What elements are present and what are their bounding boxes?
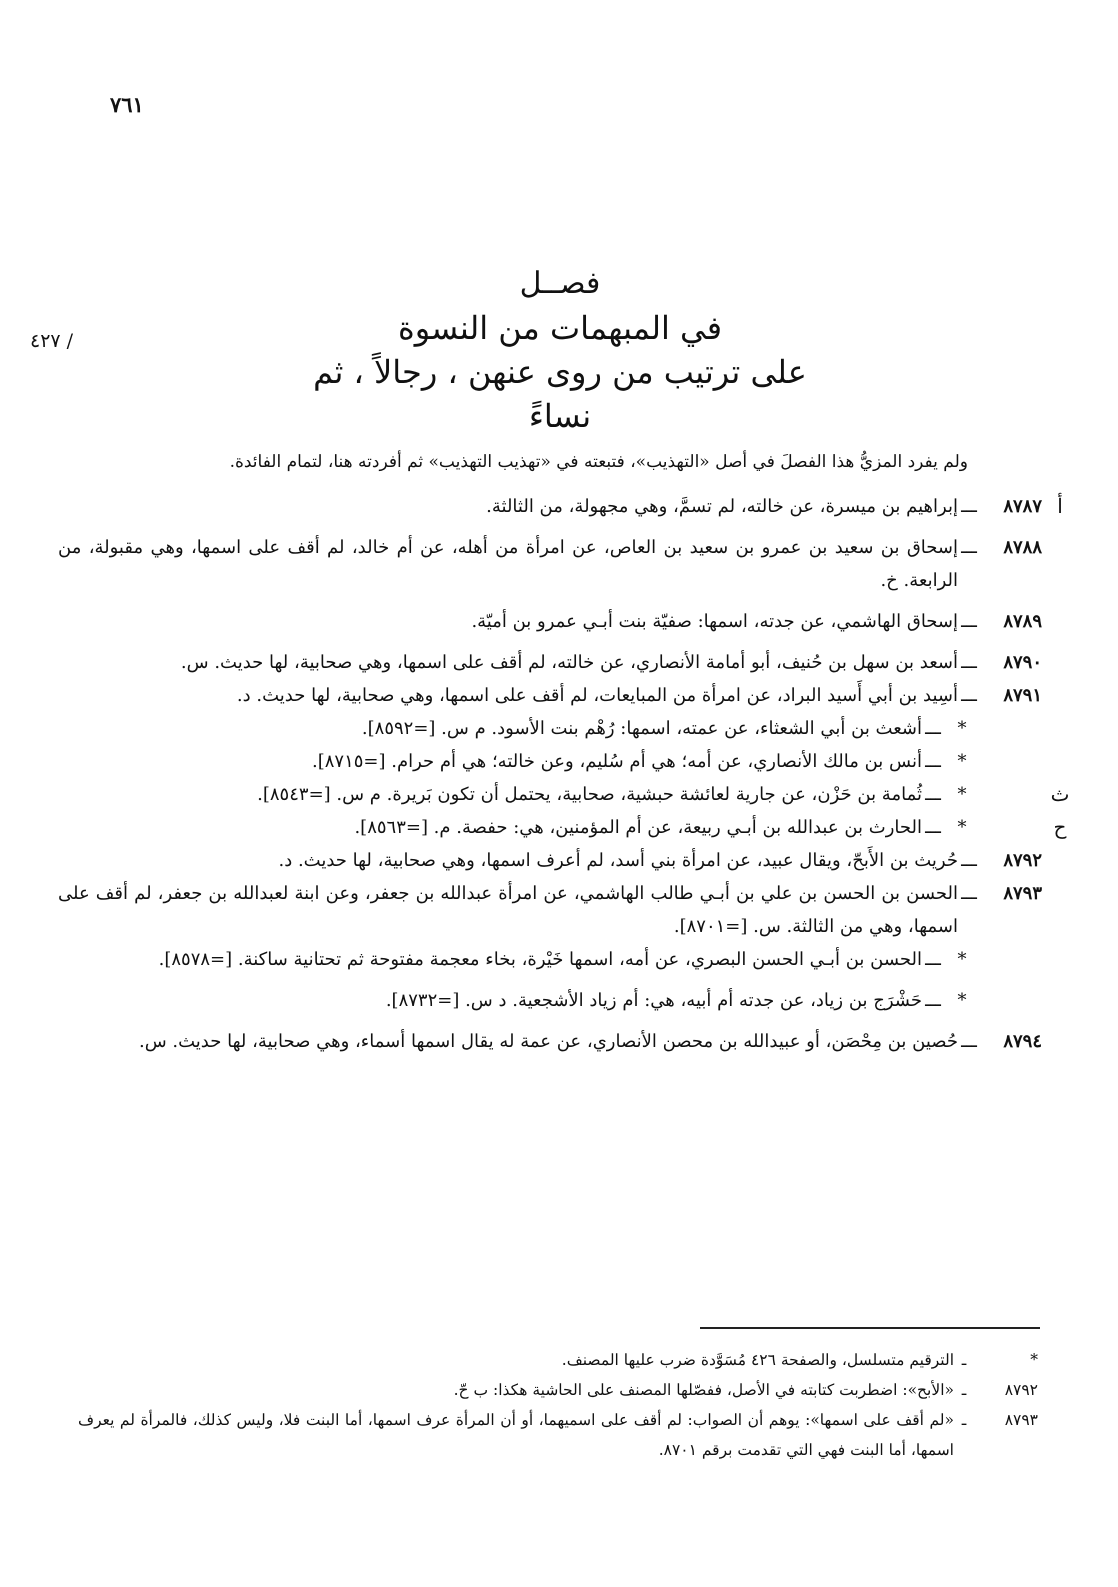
entry-number: ٨٧٩٠	[1003, 652, 1042, 673]
dash-separator: ـــ	[925, 949, 941, 970]
list-item	[58, 778, 1078, 811]
footnotes	[78, 1345, 1038, 1465]
list-item	[58, 877, 1078, 943]
list-item	[58, 605, 1078, 638]
dash-separator: ـــ	[925, 751, 941, 772]
entry-list	[58, 490, 1078, 1058]
intro-paragraph: ولم يفرد المزيُّ هذا الفصلَ في أصل «التهذيب»، فتبعته في «تهذيب التهذيب» ثم أفردته هنا، لتمام الفائدة.	[229, 452, 968, 472]
entry-text: إسحاق بن سعيد بن عمرو بن سعيد بن العاص، عن امرأة من أهله، عن أم خالد، لم أقف على اسمها، وهي مقبولة، من الرابعة. خ.	[58, 537, 958, 591]
list-item	[58, 844, 1078, 877]
dash-separator: ـــ	[925, 718, 941, 739]
entry-text: إبراهيم بن ميسرة، عن خالته، لم تسمَّ، وهي مجهولة، من الثالثة.	[486, 496, 958, 517]
footnote	[78, 1375, 1038, 1405]
entry-text: الحارث بن عبدالله بن أبـي ربيعة، عن أم المؤمنين، هي: حفصة. م. [=٨٥٦٣].	[354, 817, 922, 838]
margin-letter: ث	[1050, 782, 1070, 806]
entry-text: حُصين بن مِحْصَن، أو عبيدالله بن محصن الأنصاري، عن عمة له يقال اسمها أسماء، وهي صحابية، لها حديث. س.	[138, 1031, 958, 1052]
entry-text: الحسن بن أبـي الحسن البصري، عن أمه، اسمها خَيْرة، بخاء معجمة مفتوحة ثم تحتانية ساكنة. [=٨٥٧٨].	[158, 949, 922, 970]
entry-number: ٨٧٩٣	[1003, 883, 1042, 904]
dash-separator: ـــ	[961, 611, 977, 632]
margin-reference: / ٤٢٧	[30, 330, 74, 352]
dash-separator: ـ	[961, 1411, 967, 1429]
dash-separator: ـــ	[961, 685, 977, 706]
dash-separator: ـــ	[961, 652, 977, 673]
title-line-3: على ترتيب من روى عنهن ، رجالاً ، ثم نساءً	[313, 353, 807, 435]
entry-text: أسعد بن سهل بن حُنيف، أبو أمامة الأنصاري، عن خالته، لم أقف على اسمها، وهي صحابية، لها حديث. س.	[180, 652, 958, 673]
footnote-number: ٨٧٩٢	[1004, 1381, 1038, 1399]
entry-text: إسحاق الهاشمي، عن جدته، اسمها: صفيّة بنت أبـي عمرو بن أميّة.	[471, 611, 958, 632]
list-item	[58, 811, 1078, 844]
dash-separator: ـ	[961, 1351, 967, 1369]
star-marker: *	[957, 784, 967, 805]
entry-text: أشعث بن أبي الشعثاء، عن عمته، اسمها: رُهْم بنت الأسود. م س. [=٨٥٩٢].	[361, 718, 922, 739]
entry-text: حَشْرَج بن زياد، عن جدته أم أبيه، هي: أم زياد الأشجعية. د س. [=٨٧٣٢].	[385, 990, 922, 1011]
title-line-2: في المبهمات من النسوة	[397, 309, 723, 347]
dash-separator: ـــ	[925, 784, 941, 805]
star-marker: *	[957, 990, 967, 1011]
entry-text: حُريث بن الأَبحّ، ويقال عبيد، عن امرأة بني أسد، لم أعرف اسمها، وهي صحابية، لها حديث. د.	[278, 850, 958, 871]
footnote	[78, 1405, 1038, 1465]
entry-number: ٨٧٨٩	[1003, 611, 1042, 632]
section-title	[300, 262, 820, 438]
star-marker: *	[957, 751, 967, 772]
footnote-number: ٨٧٩٣	[1004, 1411, 1038, 1429]
entry-number: ٨٧٩٤	[1003, 1031, 1042, 1052]
list-item	[58, 679, 1078, 712]
list-item	[58, 1025, 1078, 1058]
list-item	[58, 745, 1078, 778]
star-marker: *	[957, 949, 967, 970]
list-item	[58, 712, 1078, 745]
footnote-divider	[700, 1327, 1040, 1329]
footnote-text: الترقيم متسلسل، والصفحة ٤٢٦ مُسَوَّدة ضرب عليها المصنف.	[561, 1351, 954, 1369]
dash-separator: ـــ	[961, 883, 977, 904]
dash-separator: ـــ	[961, 1031, 977, 1052]
list-item	[58, 984, 1078, 1017]
star-marker: *	[957, 718, 967, 739]
entry-number: ٨٧٩٢	[1003, 850, 1042, 871]
entry-text: أسِيد بن أبي أَسيد البراد، عن امرأة من المبايعات، لم أقف على اسمها، وهي صحابية، لها حديث. د.	[236, 685, 958, 706]
margin-letter: أ	[1057, 494, 1063, 518]
list-item	[58, 531, 1078, 597]
list-item	[58, 943, 1078, 976]
entry-text: الحسن بن الحسن بن علي بن أبـي طالب الهاشمي، عن امرأة عبدالله بن جعفر، وعن ابنة لعبدالله بن جعفر، لم أقف على اسمها، وهي من الثالثة. س. [=٨٧٠١].	[58, 883, 958, 937]
footnote-text: «لم أقف على اسمها»: يوهم أن الصواب: لم أقف على اسميهما، أو أن المرأة عرف اسمها، أما البنت فلا، وليس كذلك، فالمرأة لم يعرف اسمها، أما البنت فهي التي تقدمت برقم ٨٧٠١.	[78, 1411, 954, 1459]
title-line-1: فصــل	[519, 266, 601, 301]
dash-separator: ـــ	[961, 496, 977, 517]
footnote-text: «الأبح»: اضطربت كتابته في الأصل، ففصّلها المصنف على الحاشية هكذا: ب حّ.	[453, 1381, 954, 1399]
dash-separator: ـ	[961, 1381, 967, 1399]
dash-separator: ـــ	[961, 537, 977, 558]
dash-separator: ـــ	[961, 850, 977, 871]
entry-number: ٨٧٩١	[1003, 685, 1042, 706]
entry-number: ٨٧٨٧	[1003, 496, 1042, 517]
star-marker: *	[957, 817, 967, 838]
entry-number: ٨٧٨٨	[1003, 537, 1042, 558]
footnote-number: *	[1030, 1351, 1038, 1369]
list-item	[58, 490, 1078, 523]
margin-letter: ح	[1053, 815, 1067, 839]
dash-separator: ـــ	[925, 990, 941, 1011]
entry-text: ثُمامة بن حَزْن، عن جارية لعائشة حبشية، صحابية، يحتمل أن تكون بَريرة. م س. [=٨٥٤٣].	[257, 784, 922, 805]
list-item	[58, 646, 1078, 679]
entry-text: أنس بن مالك الأنصاري، عن أمه؛ هي أم سُليم، وعن خالته؛ هي أم حرام. [=٨٧١٥].	[311, 751, 922, 772]
page-number: ٧٦١	[110, 92, 144, 117]
footnote	[78, 1345, 1038, 1375]
dash-separator: ـــ	[925, 817, 941, 838]
